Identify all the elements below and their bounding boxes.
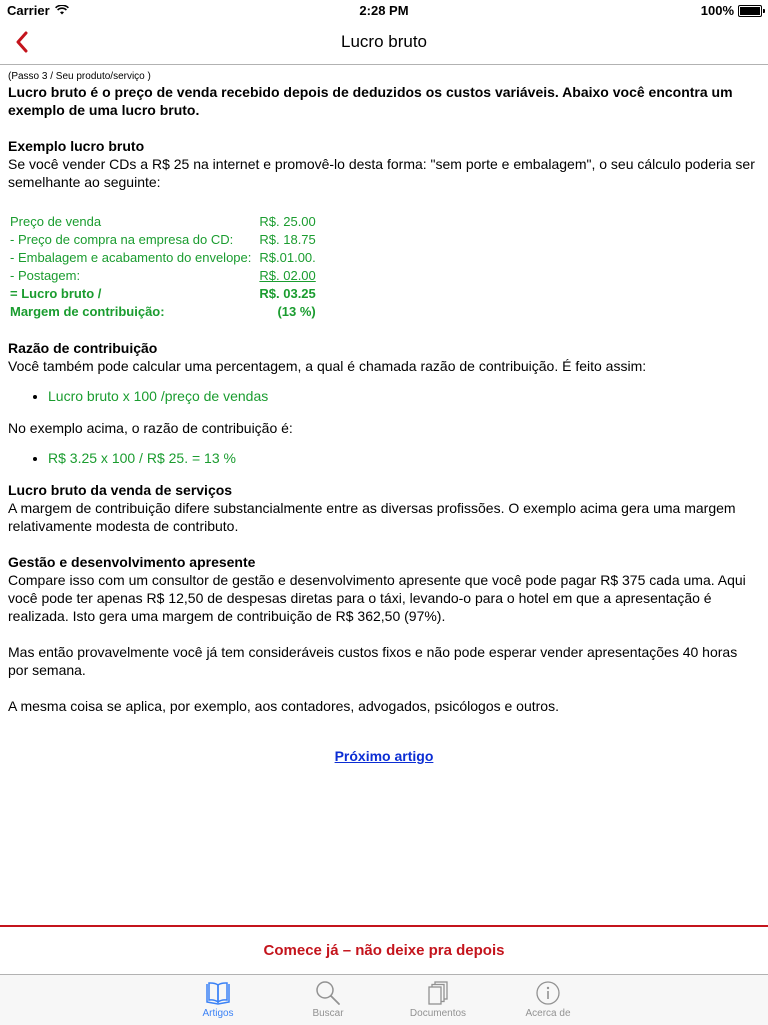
calc-label: - Preço de compra na empresa do CD: — [10, 232, 234, 247]
tab-articles[interactable] — [173, 975, 263, 1025]
ratio-heading: Razão de contribuição — [8, 340, 158, 356]
step-indicator: (Passo 3 / Seu produto/serviço ) — [8, 71, 151, 82]
calc-label: Margem de contribuição: — [10, 304, 165, 319]
calc-row — [8, 267, 318, 285]
calculation-table — [8, 213, 318, 321]
status-time: 2:28 PM — [359, 3, 409, 18]
calc-label: Preço de venda — [10, 214, 102, 229]
calc-value: R$. 25.00 — [259, 214, 316, 229]
search-icon — [314, 980, 342, 1006]
article-intro: Lucro bruto é o preço de venda recebido depois de deduzidos os custos variáveis. Abaixo você encontra um exemplo de uma lucro bruto. — [8, 84, 733, 118]
calc-value: R$. 02.00 — [259, 268, 316, 283]
battery-percent: 100% — [700, 3, 734, 18]
tab-documents[interactable] — [393, 975, 483, 1025]
ratio-example: • R$ 3.25 x 100 / R$ 25. = 13 % — [48, 449, 760, 467]
carrier-label: Carrier — [7, 3, 50, 18]
tab-label: Acerca de — [525, 1008, 571, 1019]
example-text: Se você vender CDs a R$ 25 na internet e promovê-lo desta forma: "sem porte e embalagem", o seu cálculo poderia ser semelhante ao seguinte: — [8, 156, 755, 190]
calc-label: = Lucro bruto / — [10, 286, 102, 301]
ratio-text: Você também pode calcular uma percentagem, a qual é chamada razão de contribuição. É feito assim: — [8, 358, 647, 374]
battery-info — [701, 3, 762, 18]
calc-label: - Embalagem e acabamento do envelope: — [10, 250, 252, 265]
tab-label: Buscar — [312, 1008, 344, 1019]
tab-label: Artigos — [202, 1008, 234, 1019]
next-article-link[interactable]: Próximo artigo — [334, 748, 434, 764]
calc-row — [8, 285, 318, 303]
tab-bar — [0, 974, 768, 1025]
calc-row — [8, 213, 318, 231]
calc-label: - Postagem: — [10, 268, 81, 283]
start-now-button[interactable]: Comece já – não deixe pra depois — [0, 925, 768, 975]
status-bar — [0, 0, 768, 20]
calc-row — [8, 231, 318, 249]
page-title: Lucro bruto — [341, 32, 427, 51]
ratio-example-text: No exemplo acima, o razão de contribuição é: — [8, 420, 293, 436]
calc-value: R$. 03.25 — [259, 286, 316, 301]
calc-value: R$.01.00. — [259, 250, 316, 265]
example-heading: Exemplo lucro bruto — [8, 138, 145, 154]
tab-about[interactable] — [503, 975, 593, 1025]
documents-icon — [424, 980, 452, 1006]
navigation-bar — [0, 20, 768, 65]
same-applies-text: A mesma coisa se aplica, por exemplo, aos contadores, advogados, psicólogos e outros. — [8, 698, 559, 714]
services-heading: Lucro bruto da venda de serviços — [8, 482, 233, 498]
book-icon — [204, 980, 232, 1006]
management-heading: Gestão e desenvolvimento apresente — [8, 554, 256, 570]
fixed-costs-text: Mas então provavelmente você já tem consideráveis custos fixos e não pode esperar vender apresentações 40 horas por semana. — [8, 644, 738, 678]
management-text: Compare isso com um consultor de gestão e desenvolvimento apresente que você pode pagar R$ 375 cada uma. Aqui você pode ter apenas R$ 12,50 de despesas diretas para o táxi, levando-o para o hotel em que a apresentação é realizada. Isto gera uma margem de contribuição de R$ 362,50 (97%). — [8, 572, 746, 624]
battery-icon — [738, 5, 762, 17]
calc-row — [8, 303, 318, 321]
tab-label: Documentos — [409, 1008, 467, 1019]
calc-value: (13 %) — [277, 304, 316, 319]
calc-value: R$. 18.75 — [259, 232, 316, 247]
ratio-example-list — [8, 449, 760, 467]
services-text: A margem de contribuição difere substancialmente entre as diversas profissões. O exemplo acima gera uma margem relativamente modesta de contributo. — [8, 500, 736, 534]
article-content — [8, 71, 760, 765]
ratio-formula: • Lucro bruto x 100 /preço de vendas — [48, 387, 760, 405]
ratio-formula-list — [8, 387, 760, 405]
calc-row — [8, 249, 318, 267]
info-icon — [534, 980, 562, 1006]
tab-search[interactable] — [283, 975, 373, 1025]
